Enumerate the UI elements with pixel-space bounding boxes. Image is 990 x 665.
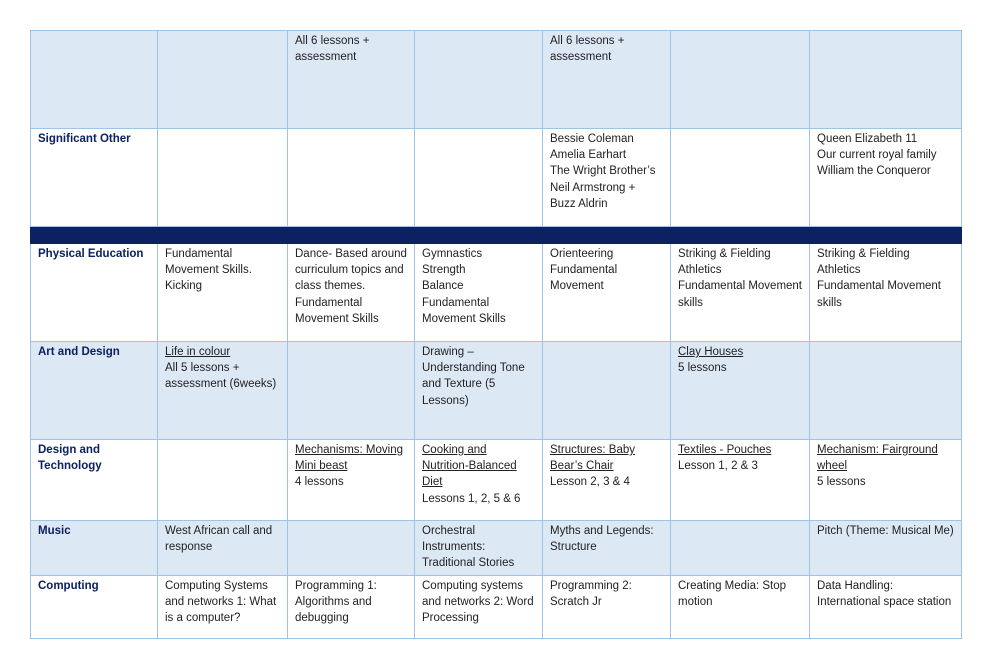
table-cell: [810, 129, 962, 227]
table-cell: [288, 244, 415, 342]
cell-text: Lesson 2, 3 & 4: [550, 476, 630, 489]
table-cell: [415, 521, 543, 576]
table-cell: [810, 31, 962, 129]
cell-text: Gymnastics: [422, 248, 483, 260]
table-cell: [415, 244, 543, 342]
table-cell: [671, 575, 810, 638]
cell-text: Fundamental Movement: [550, 264, 618, 293]
cell-text: All 5 lessons + assessment (6weeks): [165, 362, 277, 391]
table-cell: [810, 342, 962, 440]
table-row: [31, 31, 962, 129]
divider-bar: [31, 227, 962, 244]
table-cell: [288, 342, 415, 440]
table-cell: [158, 440, 288, 521]
table-cell: [810, 575, 962, 638]
unit-title: Cooking and Nutrition-Balanced Diet: [422, 444, 517, 489]
cell-text: Striking & Fielding: [678, 248, 771, 260]
table-row: [31, 129, 962, 227]
table-cell: [671, 129, 810, 227]
table-cell: [543, 31, 671, 129]
cell-text: Fundamental Movement Skills.: [165, 248, 252, 277]
cell-text: Strength: [422, 264, 466, 277]
table-cell: [158, 244, 288, 342]
cell-text: All 6 lessons + assessment: [550, 35, 625, 64]
subject-cell: [31, 31, 158, 129]
cell-text: Bessie Coleman: [550, 133, 634, 145]
cell-text: Data Handling: International space station: [817, 579, 952, 608]
cell-text: Neil Armstrong + Buzz Aldrin: [550, 181, 636, 210]
cell-text: Lessons 1, 2, 5 & 6: [422, 492, 521, 505]
cell-text: Fundamental Movement Skills: [422, 296, 506, 325]
cell-text: All 6 lessons + assessment: [295, 35, 370, 64]
table-cell: [810, 521, 962, 576]
unit-title: Textiles - Pouches: [678, 444, 772, 456]
table-cell: [158, 342, 288, 440]
cell-text: West African call and response: [165, 525, 273, 554]
cell-text: Striking & Fielding: [817, 248, 910, 260]
table-cell: [415, 440, 543, 521]
table-cell: [415, 575, 543, 638]
cell-text: Drawing – Understanding Tone and Texture (5 Lessons): [422, 346, 525, 407]
curriculum-table: [30, 30, 962, 639]
subject-cell: Art and Design: [31, 342, 158, 440]
cell-text: 4 lessons: [295, 476, 344, 489]
table-cell: [158, 129, 288, 227]
cell-text: Our current royal family: [817, 149, 937, 162]
table-row: [31, 244, 962, 342]
unit-title: Mechanisms: Moving Mini beast: [295, 444, 404, 473]
cell-text: Balance: [422, 280, 464, 293]
cell-text: Amelia Earhart: [550, 149, 627, 162]
subject-cell: Physical Education: [31, 244, 158, 342]
cell-text: Dance- Based around curriculum topics and class themes.: [295, 248, 407, 293]
table-cell: [288, 31, 415, 129]
unit-title: Life in colour: [165, 346, 231, 358]
unit-title: Structures: Baby Bear’s Chair: [550, 444, 636, 473]
cell-text: Fundamental Movement Skills: [295, 296, 379, 325]
table-cell: [288, 129, 415, 227]
table-row: [31, 521, 962, 576]
subject-cell: Significant Other: [31, 129, 158, 227]
cell-text: Orchestral Instruments: Traditional Stories: [422, 525, 515, 570]
cell-text: Computing systems and networks 2: Word Processing: [422, 579, 534, 625]
table-cell: [415, 31, 543, 129]
divider-row: [31, 227, 962, 244]
cell-text: Programming 1: Algorithms and debugging: [295, 579, 377, 625]
cell-text: Fundamental Movement skills: [678, 280, 803, 309]
table-cell: [543, 440, 671, 521]
table-cell: [415, 342, 543, 440]
table-cell: [543, 342, 671, 440]
cell-text: Lesson 1, 2 & 3: [678, 460, 758, 473]
table-cell: [543, 575, 671, 638]
cell-text: Orienteering: [550, 248, 614, 260]
unit-title: Clay Houses: [678, 346, 744, 358]
table-cell: [671, 440, 810, 521]
cell-text: Athletics: [817, 264, 861, 277]
table-cell: [671, 521, 810, 576]
cell-text: William the Conqueror: [817, 165, 931, 178]
table-cell: [288, 440, 415, 521]
cell-text: 5 lessons: [817, 476, 866, 489]
table-cell: [810, 244, 962, 342]
table-row: [31, 342, 962, 440]
cell-text: Fundamental Movement skills: [817, 280, 942, 309]
cell-text: Myths and Legends: Structure: [550, 525, 654, 554]
subject-cell: Music: [31, 521, 158, 576]
table-cell: [671, 342, 810, 440]
unit-title: Mechanism: Fairground wheel: [817, 444, 938, 473]
table-row: [31, 575, 962, 638]
table-row: [31, 440, 962, 521]
subject-cell: Design and Technology: [31, 440, 158, 521]
cell-text: Pitch (Theme: Musical Me): [817, 525, 954, 537]
cell-text: Athletics: [678, 264, 722, 277]
table-cell: [671, 244, 810, 342]
table-cell: [288, 521, 415, 576]
cell-text: Computing Systems and networks 1: What is a computer?: [165, 579, 277, 625]
subject-cell: Computing: [31, 575, 158, 638]
table-cell: [158, 31, 288, 129]
cell-text: Queen Elizabeth 11: [817, 133, 918, 145]
table-cell: [543, 244, 671, 342]
table-cell: [288, 575, 415, 638]
table-cell: [543, 521, 671, 576]
table-cell: [158, 575, 288, 638]
table-cell: [158, 521, 288, 576]
table-cell: [543, 129, 671, 227]
cell-text: The Wright Brother’s: [550, 165, 656, 178]
table-cell: [415, 129, 543, 227]
cell-text: Programming 2: Scratch Jr: [550, 579, 632, 608]
cell-text: 5 lessons: [678, 362, 727, 375]
table-cell: [810, 440, 962, 521]
table-cell: [671, 31, 810, 129]
cell-text: Kicking: [165, 280, 203, 293]
cell-text: Creating Media: Stop motion: [678, 579, 787, 608]
